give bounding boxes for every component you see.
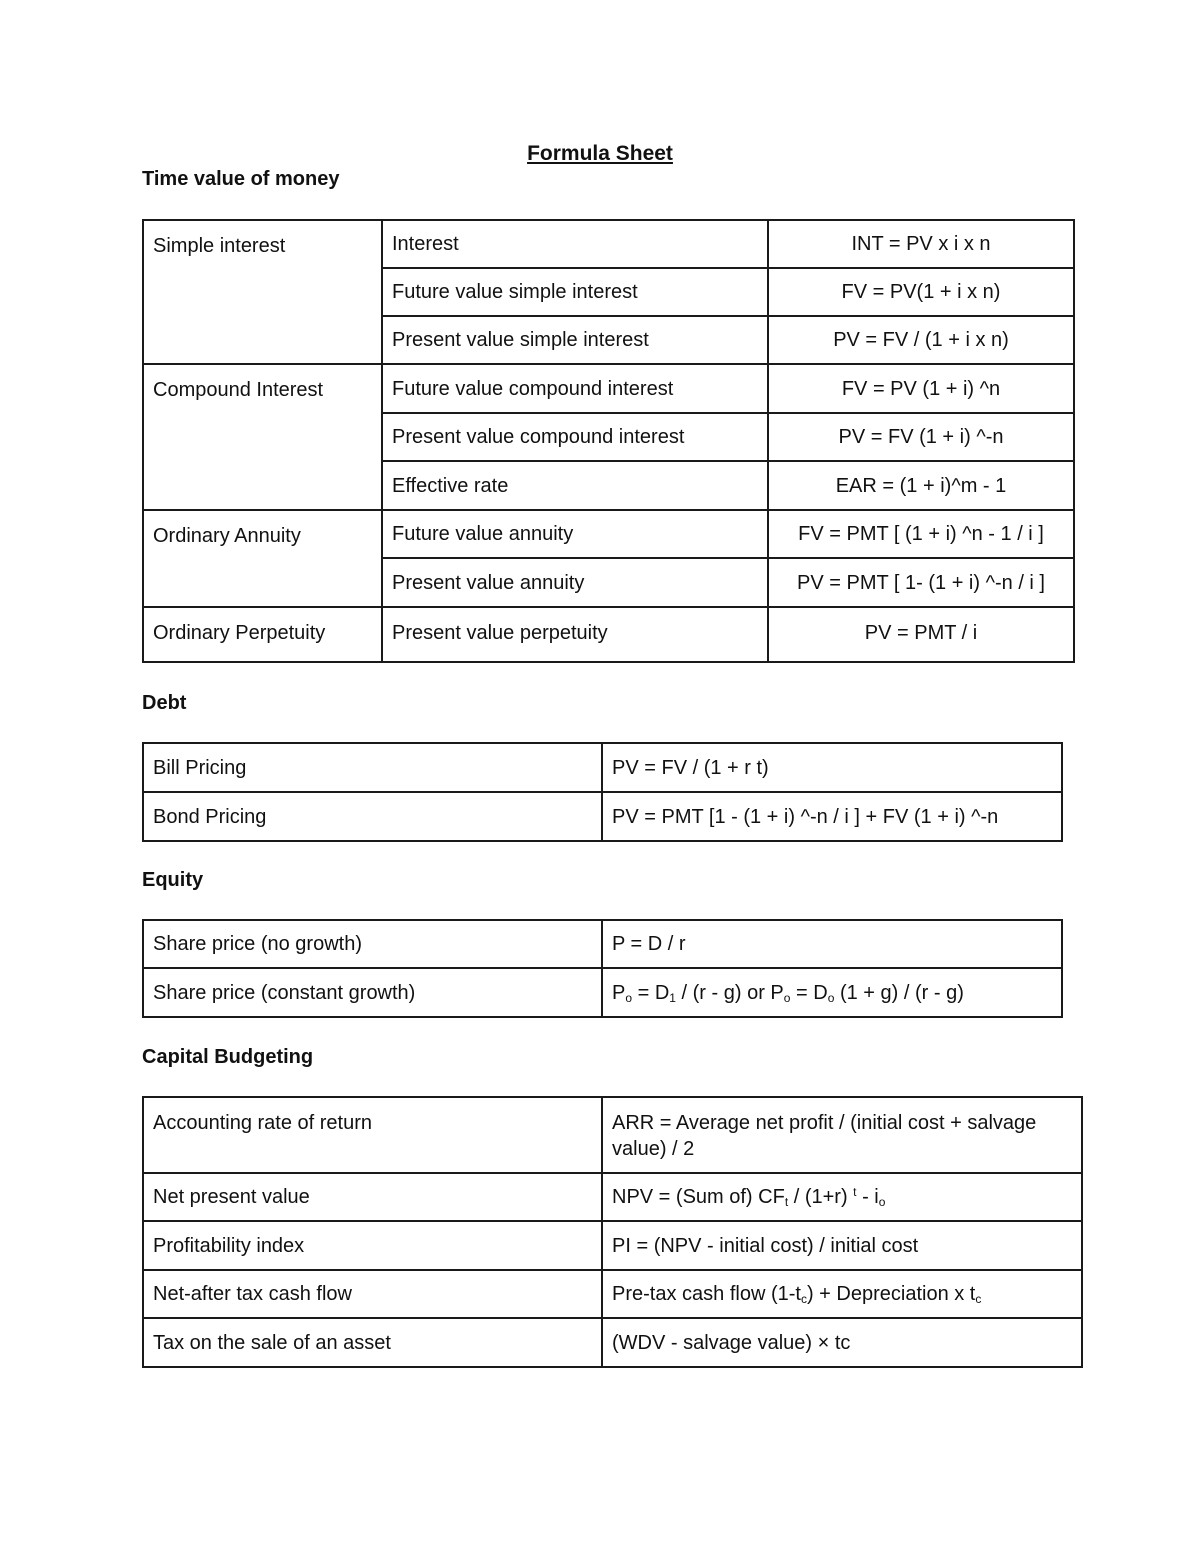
formula-expression: NPV = (Sum of) $CF_t / (1+r)$ $^t - i_o$ [602, 1173, 1082, 1221]
group-label: Ordinary Annuity [143, 510, 382, 607]
formula-name: Bill Pricing [143, 743, 602, 792]
formula-expression: PV = FV (1 + i) ^-n [768, 413, 1074, 461]
page-title: Formula Sheet [527, 142, 673, 165]
group-label: Compound Interest [143, 364, 382, 510]
formula-name: Future value compound interest [382, 364, 768, 413]
group-label: Ordinary Perpetuity [143, 607, 382, 662]
formula-expression: PV = FV / (1 + i x n) [768, 316, 1074, 364]
section-heading-capital: Capital Budgeting [142, 1046, 314, 1068]
formula-name: Net-after tax cash flow [143, 1270, 602, 1318]
formula-name: Effective rate [382, 461, 768, 510]
formula-expression: INT = PV x i x n [768, 220, 1074, 268]
formula-expression: PV = PMT [1 - (1 + i) ^-n / i ] + FV (1 + i) ^-n [602, 792, 1062, 841]
formula-name: Present value perpetuity [382, 607, 768, 662]
formula-name: Future value simple interest [382, 268, 768, 316]
formula-expression: EAR = (1 + i)^m - 1 [768, 461, 1074, 510]
formula-name: Profitability index [143, 1221, 602, 1270]
tvm-table [142, 219, 1075, 663]
formula-expression: PV = FV / (1 + r t) [602, 743, 1062, 792]
formula-name: Share price (no growth) [143, 920, 602, 968]
section-heading-debt: Debt [142, 692, 187, 714]
formula-name: Future value annuity [382, 510, 768, 558]
formula-name: Present value simple interest [382, 316, 768, 364]
formula-expression: FV = PV(1 + i x n) [768, 268, 1074, 316]
formula-name: Present value compound interest [382, 413, 768, 461]
equity-table [142, 919, 1063, 1018]
debt-table [142, 742, 1063, 842]
formula-name: Net present value [143, 1173, 602, 1221]
formula-expression: PI = (NPV - initial cost) / initial cost [602, 1221, 1082, 1270]
formula-expression: P = D / r [602, 920, 1062, 968]
formula-expression: $P_o = D_1 / (r - g)$ or $P_o = D_o$ (1 + g) / (r - g) [602, 968, 1062, 1017]
section-heading-equity: Equity [142, 869, 204, 891]
section-heading-tvm: Time value of money [142, 168, 340, 190]
formula-name: Share price (constant growth) [143, 968, 602, 1017]
group-label: Simple interest [143, 220, 382, 364]
formula-name: Tax on the sale of an asset [143, 1318, 602, 1367]
formula-name: Present value annuity [382, 558, 768, 607]
formula-expression: Pre-tax cash flow $(1-t_c)$ + Depreciation x $t_c$ [602, 1270, 1082, 1318]
formula-name: Bond Pricing [143, 792, 602, 841]
formula-expression: ARR = Average net profit / (initial cost + salvage value) / 2 [602, 1097, 1082, 1173]
formula-expression: FV = PV (1 + i) ^n [768, 364, 1074, 413]
capital-table [142, 1096, 1083, 1368]
formula-name: Accounting rate of return [143, 1097, 602, 1173]
formula-expression: PV = PMT [ 1- (1 + i) ^-n / i ] [768, 558, 1074, 607]
formula-expression: (WDV - salvage value) × tc [602, 1318, 1082, 1367]
formula-name: Interest [382, 220, 768, 268]
formula-expression: FV = PMT [ (1 + i) ^n - 1 / i ] [768, 510, 1074, 558]
formula-expression: PV = PMT / i [768, 607, 1074, 662]
